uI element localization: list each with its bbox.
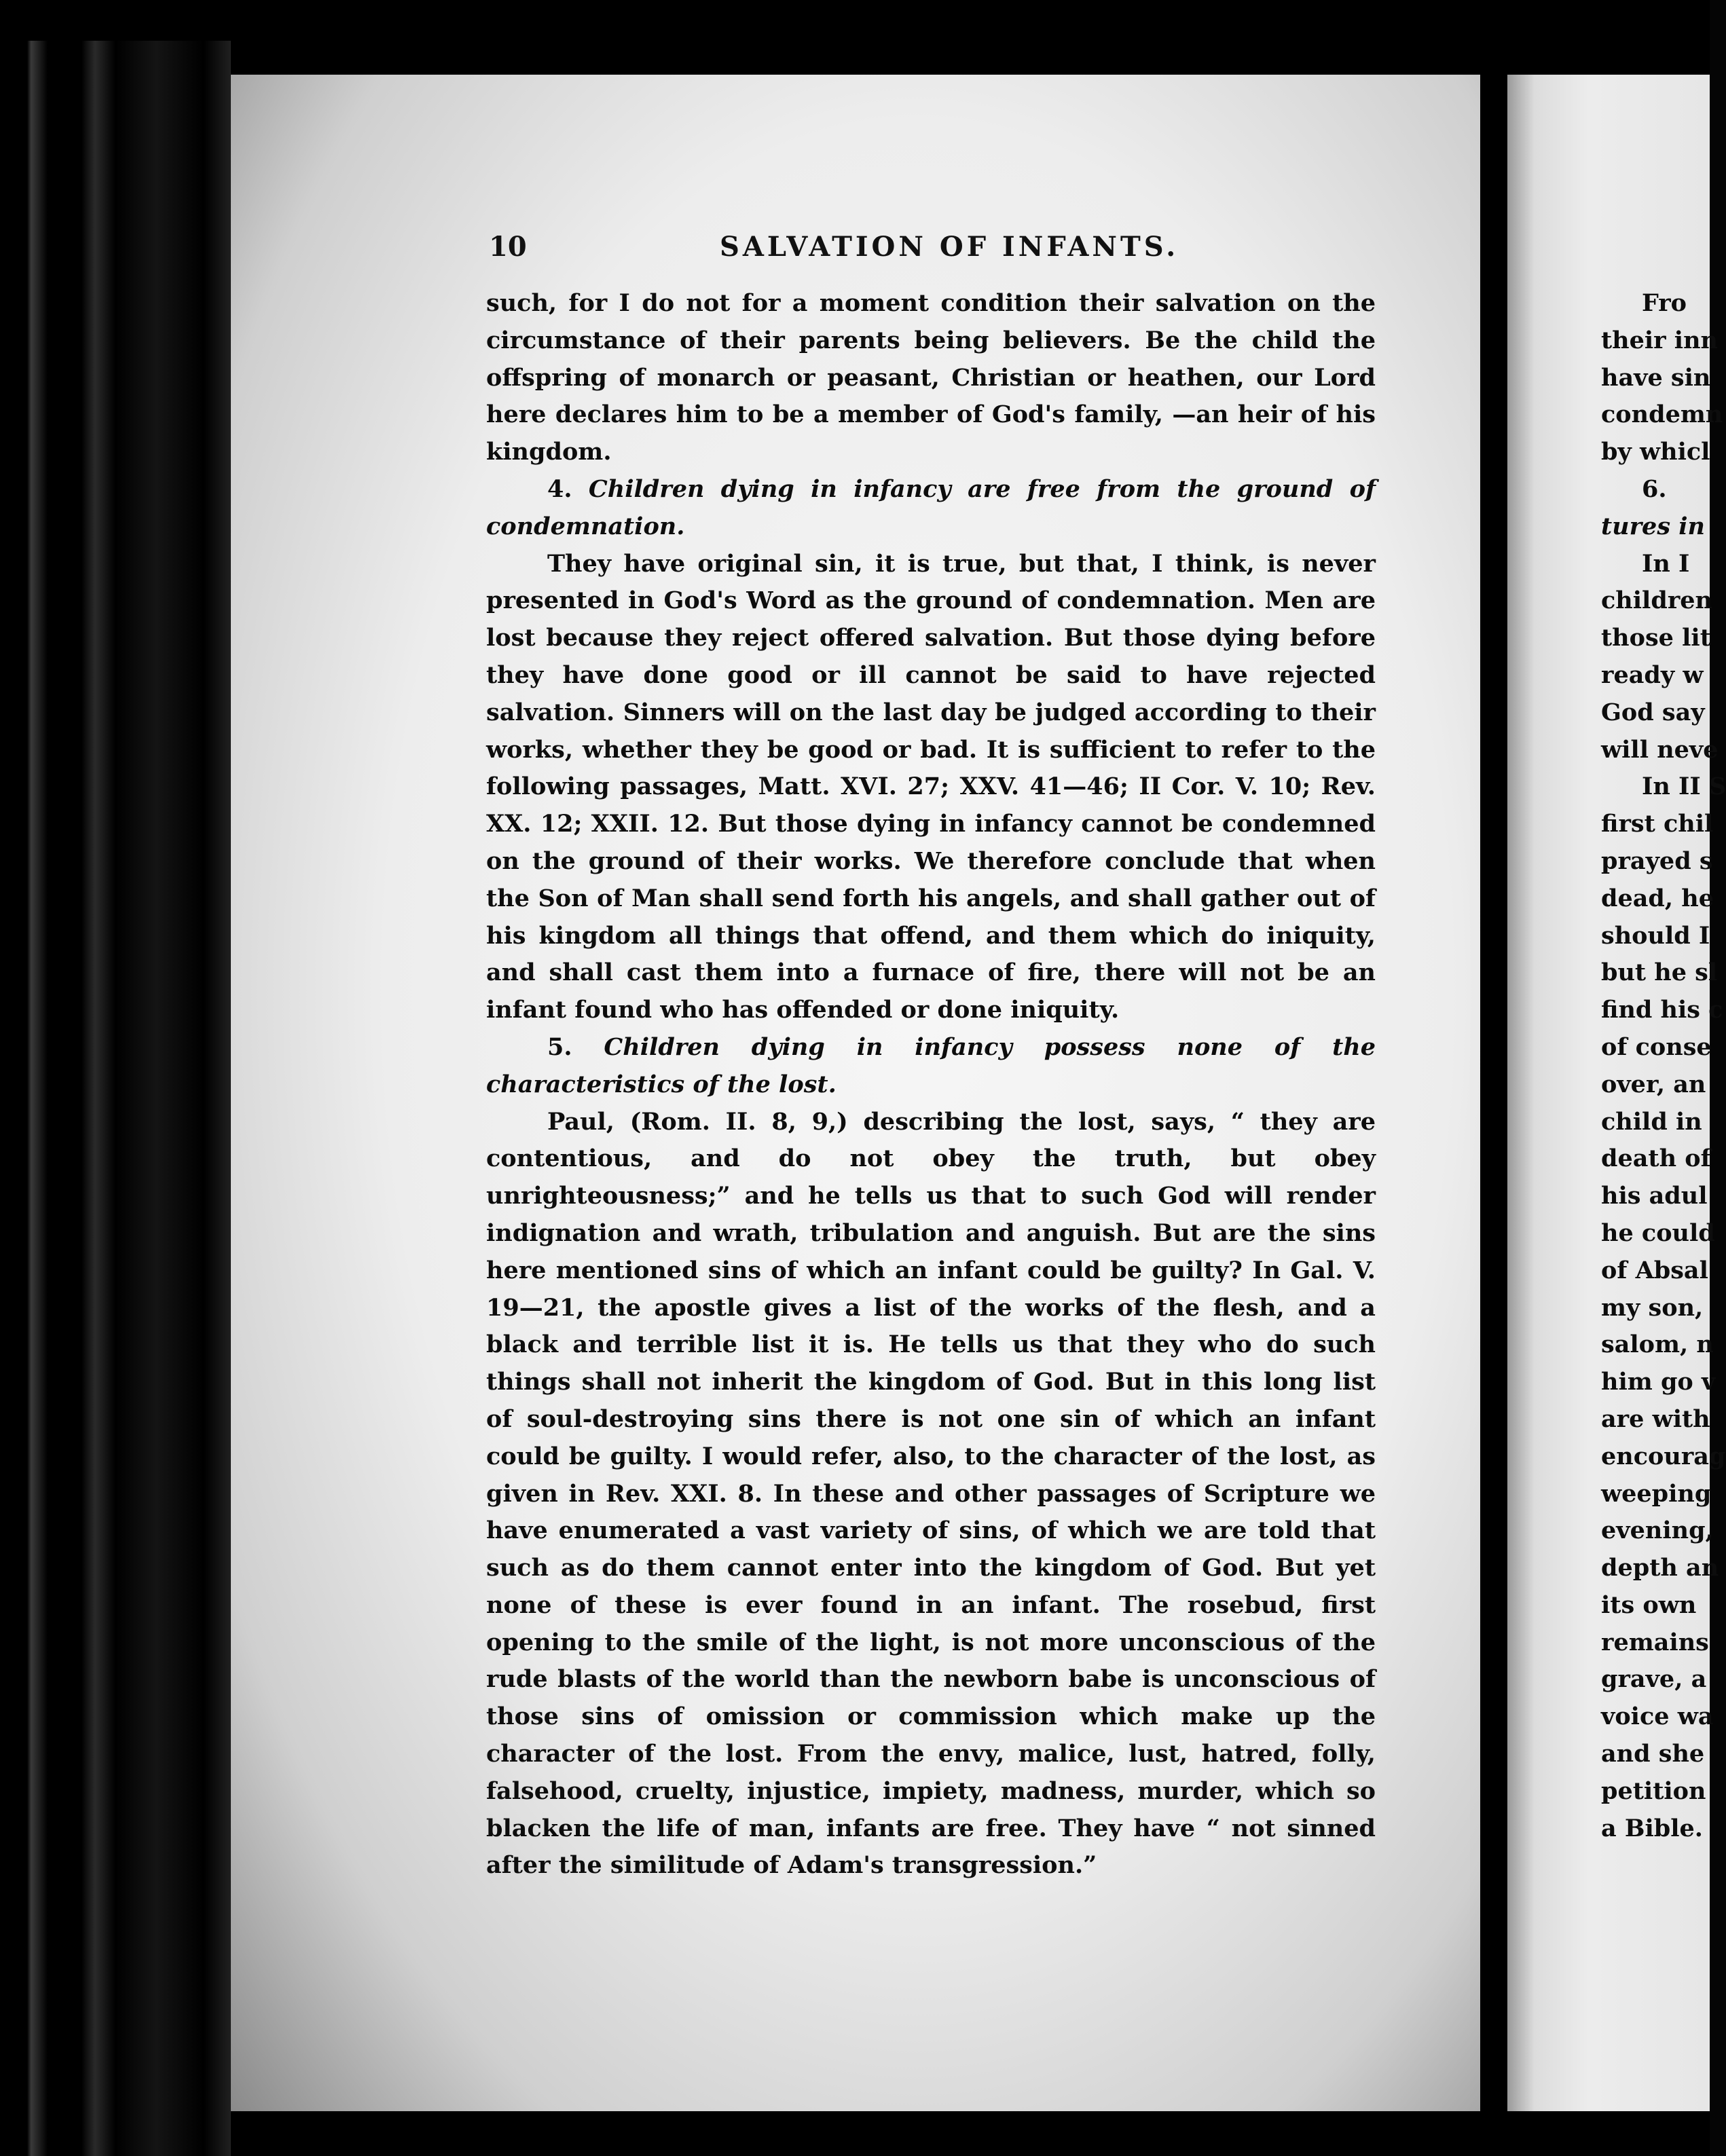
facing-page-line: grave, a: [1601, 1665, 1707, 1694]
facing-page-line: and she: [1601, 1740, 1705, 1768]
facing-page-line: my son,: [1601, 1293, 1704, 1322]
section-heading-4: [486, 471, 1376, 546]
section-heading-text: Children dying in infancy are free from the ground of condemnation.: [486, 475, 1376, 540]
facing-page-line: its own: [1601, 1591, 1697, 1619]
facing-page-line: salom, n: [1601, 1331, 1714, 1359]
facing-page-line: are with: [1601, 1405, 1710, 1433]
page-gutter: [1480, 75, 1507, 2156]
facing-page-line: of Absal: [1601, 1256, 1708, 1284]
facing-page-line: In I: [1642, 549, 1690, 578]
facing-page-line: him go v: [1601, 1368, 1716, 1396]
facing-page-line: tures in: [1601, 512, 1705, 540]
facing-page-line: his adul: [1601, 1182, 1708, 1210]
facing-page-line: child in: [1601, 1107, 1702, 1136]
facing-page-line: remains: [1601, 1628, 1709, 1656]
section-number: 5.: [547, 1033, 572, 1061]
running-head: [489, 231, 1375, 272]
facing-page-line: over, an: [1601, 1070, 1706, 1098]
facing-page-line: petition: [1601, 1777, 1706, 1805]
facing-page-line: depth an: [1601, 1554, 1719, 1582]
facing-page-line: by whicl: [1601, 438, 1710, 466]
facing-page-line: those lit: [1601, 624, 1711, 652]
facing-page-line: have sin: [1601, 363, 1711, 392]
section-number: 4.: [547, 475, 572, 503]
scan-binding-edge: [0, 41, 231, 2156]
scan-top-edge: [0, 0, 1710, 75]
facing-page-line: their inn: [1601, 326, 1718, 354]
facing-page-line: should I: [1601, 921, 1710, 950]
facing-page-line: children: [1601, 587, 1712, 615]
facing-page-line: first chil: [1601, 810, 1714, 838]
facing-page-line: a Bible.: [1601, 1814, 1703, 1842]
facing-page-line: of conse: [1601, 1033, 1712, 1061]
facing-page-line: find his c: [1601, 996, 1723, 1024]
facing-page-line: weeping: [1601, 1479, 1712, 1508]
facing-page-line: evening,: [1601, 1517, 1714, 1545]
facing-page-line: encourag: [1601, 1442, 1726, 1470]
page-number: 10: [489, 231, 527, 263]
facing-page-line: he could: [1601, 1219, 1715, 1247]
section-heading-text: Children dying in infancy possess none of the characteristics of the lost.: [486, 1033, 1376, 1098]
facing-page-line: condemn: [1601, 401, 1723, 429]
section-heading-5: [486, 1029, 1376, 1104]
facing-page-line: but he sl: [1601, 959, 1718, 987]
facing-page-line: prayed s: [1601, 847, 1713, 875]
text-column: [486, 285, 1376, 1884]
facing-page-line: ready w: [1601, 661, 1704, 689]
facing-page-line: In II S: [1642, 773, 1726, 801]
facing-page-line: Fro: [1642, 289, 1687, 317]
facing-page-line: death of: [1601, 1145, 1711, 1173]
paragraph: Paul, (Rom. II. 8, 9,) describing the lost, says, “ they are contentious, and do not obey the truth, but obey unrighteousness;” and he tells us that to such God will render indignation and wrath, tribulation and anguish. But are the sins here mentioned sins of which an infant could be guilty? In Gal. V. 19—21, the apostle gives a list of the works of the flesh, and a black and terrible list it is. He tells us that they who do such things shall not inherit the kingdom of God. But in this long list of soul-destroying sins there is not one sin of which an infant could be guilty. I would refer, also, to the character of the lost, as given in Rev. XXI. 8. In these and other passages of Scripture we have enumerated a vast variety of sins, of which we are told that such as do them cannot enter into the kingdom of God. But yet none of these is ever found in an infant. The rosebud, first opening to the smile of the light, is not more unconscious of the rude blasts of the world than the newborn babe is unconscious of those sins of omission or commission which make up the character of the lost. From the envy, malice, lust, hatred, folly, falsehood, cruelty, injustice, impiety, madness, murder, which so blacken the life of man, infants are free. They have “ not sinned after the similitude of Adam's transgression.”: [486, 1107, 1376, 1880]
facing-page-line: God say: [1601, 698, 1705, 726]
facing-page-line: will neve: [1601, 735, 1719, 764]
paragraph: They have original sin, it is true, but that, I think, is never presented in God's Word as the ground of condemnation. Men are lost because they reject offered salvation. But those dying before they have done good or ill cannot be said to have rejected salvation. Sinners will on the last day be judged according to their works, whether they be good or bad. It is sufficient to refer to the following passages, Matt. XVI. 27; XXV. 41—46; II Cor. V. 10; Rev. XX. 12; XXII. 12. But those dying in infancy cannot be condemned on the ground of their works. We therefore conclude that when the Son of Man shall send forth his angels, and shall gather out of his kingdom all things that offend, and them which do iniquity, and shall cast them into a furnace of fire, there will not be an infant found who has offended or done iniquity.: [486, 549, 1376, 1024]
scan-bottom-edge: [231, 2111, 1710, 2156]
facing-page-text: [1601, 285, 1726, 1847]
facing-page-line: 6.: [1642, 475, 1667, 503]
facing-page-line: dead, he: [1601, 884, 1714, 912]
running-title: SALVATION OF INFANTS.: [720, 231, 1179, 263]
paragraph-continuation: such, for I do not for a moment condition their salvation on the circumstance of their parents being believers. Be the child the offspring of monarch or peasant, Christian or heathen, our Lord here declares him to be a member of God's family, —an heir of his kingdom.: [486, 289, 1376, 466]
facing-page-line: voice wa: [1601, 1703, 1714, 1731]
